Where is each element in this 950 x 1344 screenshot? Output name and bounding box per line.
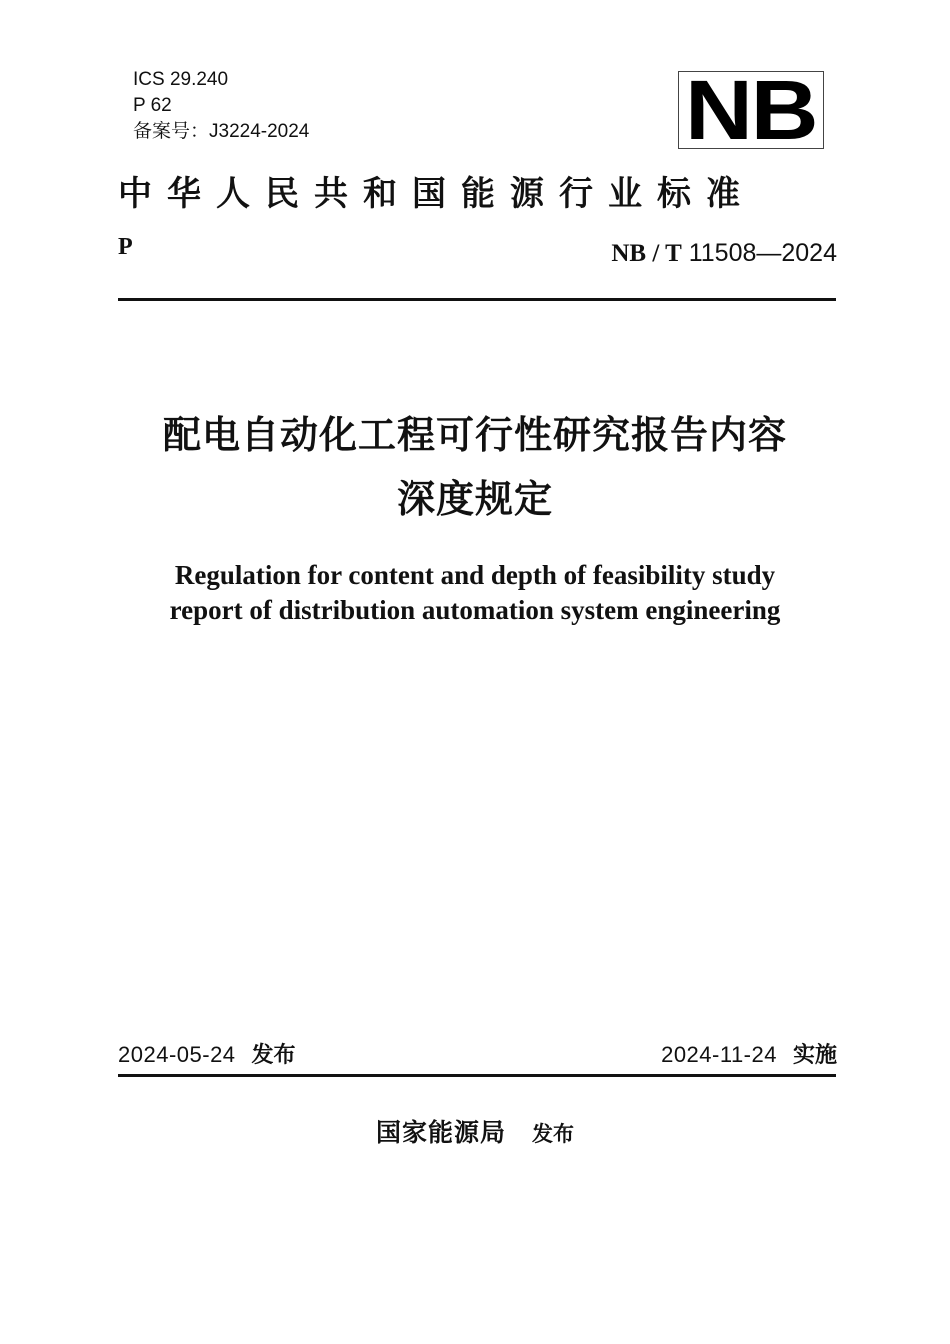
chinese-title-line-2: 深度规定 [396, 477, 553, 521]
implementation-date: 2024-11-24 [661, 1042, 777, 1067]
implementation-label: 实施 [792, 1043, 837, 1068]
standard-number [611, 238, 837, 269]
issue-date: 2024-05-24 [118, 1042, 236, 1067]
standard-category: P [118, 234, 133, 260]
english-title-line-1: Regulation for content and depth of feasibility study [174, 560, 776, 590]
publish-label: 发布 [532, 1122, 574, 1146]
nb-logo [678, 71, 824, 149]
english-title-line-2: report of distribution automation system engineering [169, 595, 781, 625]
record-number: 备案号：J3224-2024 [133, 121, 310, 142]
issue-date-block [118, 1040, 296, 1071]
publisher-block [0, 1116, 950, 1151]
standard-number-prefix: NB / T [611, 240, 682, 267]
nb-logo-text: NB [685, 71, 817, 149]
publisher-name: 国家能源局 [375, 1118, 506, 1147]
chinese-title-line-1: 配电自动化工程可行性研究报告内容 [162, 413, 787, 457]
standard-organization: 中华人民共和国能源行业标准 [118, 174, 755, 214]
standard-number-value: 11508—2024 [681, 239, 837, 267]
classification-code: P 62 [133, 95, 172, 116]
ics-code: ICS 29.240 [133, 69, 229, 90]
bottom-divider [118, 1074, 836, 1077]
top-divider [118, 298, 836, 301]
issue-label: 发布 [251, 1043, 296, 1068]
implementation-date-block [661, 1040, 837, 1071]
